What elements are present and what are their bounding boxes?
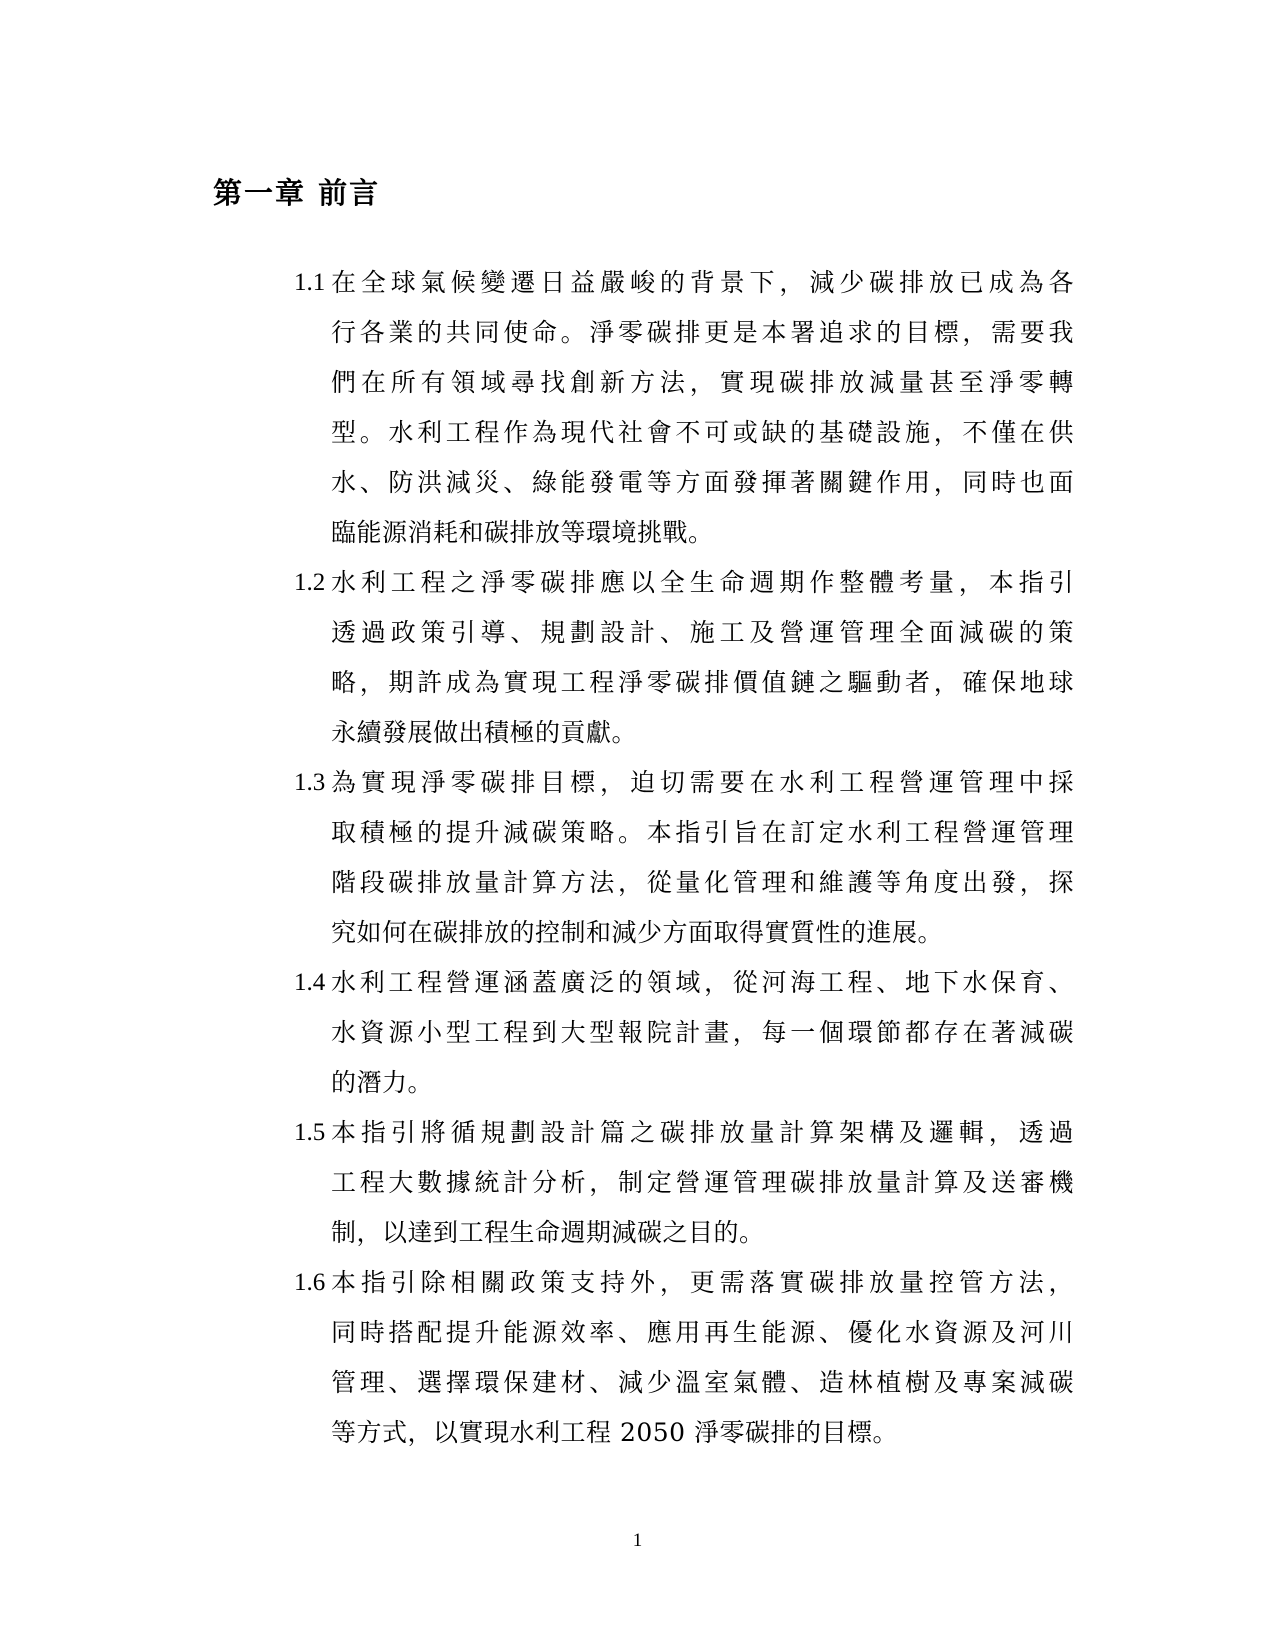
paragraph-item bbox=[294, 1258, 1074, 1458]
paragraph-line: 取積極的提升減碳策略。本指引旨在訂定水利工程營運管理 bbox=[331, 818, 1074, 847]
paragraph-number: 1.6 bbox=[294, 1269, 326, 1296]
paragraph-line: 行各業的共同使命。淨零碳排更是本署追求的目標，需要我 bbox=[331, 318, 1074, 347]
paragraph-number: 1.1 bbox=[294, 269, 326, 296]
paragraph-line: 在全球氣候變遷日益嚴峻的背景下，減少碳排放已成為各 bbox=[331, 268, 1074, 297]
paragraph-item bbox=[294, 558, 1074, 758]
paragraph-line: 管理、選擇環保建材、減少溫室氣體、造林植樹及專案減碳 bbox=[331, 1368, 1074, 1397]
paragraph-item bbox=[294, 958, 1074, 1108]
paragraph-line: 本指引將循規劃設計篇之碳排放量計算架構及邏輯，透過 bbox=[331, 1118, 1074, 1147]
paragraph-line: 略，期許成為實現工程淨零碳排價值鏈之驅動者，確保地球 bbox=[331, 668, 1074, 697]
paragraph-line: 水、防洪減災、綠能發電等方面發揮著關鍵作用，同時也面 bbox=[331, 468, 1074, 497]
paragraph-line: 制，以達到工程生命週期減碳之目的。 bbox=[331, 1218, 765, 1247]
paragraph-number: 1.3 bbox=[294, 769, 326, 796]
paragraph-item bbox=[294, 758, 1074, 958]
numbered-paragraph-list bbox=[294, 258, 1074, 1458]
paragraph-line: 水利工程營運涵蓋廣泛的領域，從河海工程、地下水保育、 bbox=[331, 968, 1074, 997]
paragraph-item bbox=[294, 1108, 1074, 1258]
paragraph-item bbox=[294, 258, 1074, 558]
paragraph-line: 本指引除相關政策支持外，更需落實碳排放量控管方法， bbox=[331, 1268, 1074, 1297]
paragraph-line: 型。水利工程作為現代社會不可或缺的基礎設施，不僅在供 bbox=[331, 418, 1074, 447]
paragraph-line: 們在所有領域尋找創新方法，實現碳排放減量甚至淨零轉 bbox=[331, 368, 1074, 397]
paragraph-number: 1.4 bbox=[294, 969, 326, 996]
page-number: 1 bbox=[632, 1530, 643, 1551]
paragraph-line: 透過政策引導、規劃設計、施工及營運管理全面減碳的策 bbox=[331, 618, 1074, 647]
paragraph-line: 等方式，以實現水利工程 2050 淨零碳排的目標。 bbox=[331, 1418, 899, 1447]
chapter-title: 第一章 前言 bbox=[213, 176, 381, 211]
paragraph-number: 1.2 bbox=[294, 569, 326, 596]
paragraph-line: 為實現淨零碳排目標，迫切需要在水利工程營運管理中採 bbox=[331, 768, 1074, 797]
paragraph-line: 永續發展做出積極的貢獻。 bbox=[331, 718, 638, 747]
paragraph-line: 水利工程之淨零碳排應以全生命週期作整體考量，本指引 bbox=[331, 568, 1074, 597]
paragraph-line: 臨能源消耗和碳排放等環境挑戰。 bbox=[331, 518, 714, 547]
paragraph-line: 的潛力。 bbox=[331, 1068, 434, 1097]
paragraph-line: 究如何在碳排放的控制和減少方面取得實質性的進展。 bbox=[331, 918, 944, 947]
paragraph-line: 水資源小型工程到大型報院計畫，每一個環節都存在著減碳 bbox=[331, 1018, 1074, 1047]
paragraph-line: 同時搭配提升能源效率、應用再生能源、優化水資源及河川 bbox=[331, 1318, 1074, 1347]
paragraph-number: 1.5 bbox=[294, 1119, 326, 1146]
paragraph-line: 階段碳排放量計算方法，從量化管理和維護等角度出發，探 bbox=[331, 868, 1074, 897]
paragraph-line: 工程大數據統計分析，制定營運管理碳排放量計算及送審機 bbox=[331, 1168, 1074, 1197]
